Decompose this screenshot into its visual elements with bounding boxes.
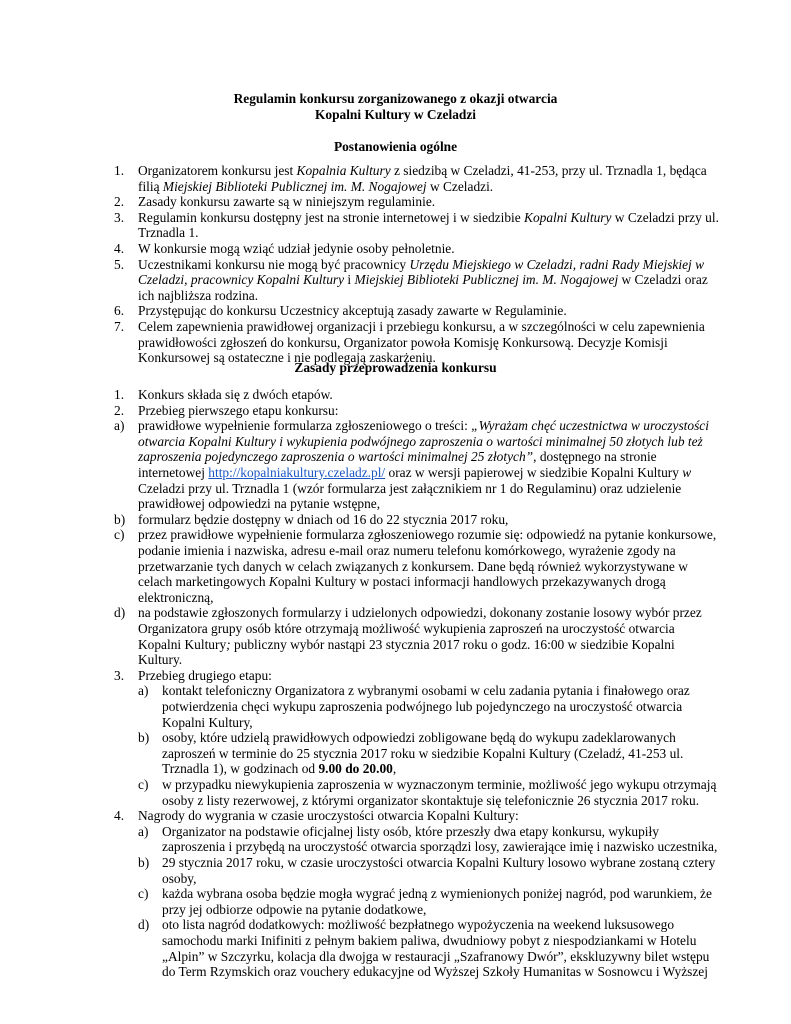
list-item-text xyxy=(138,512,704,528)
list-item-text xyxy=(162,917,710,980)
text-line: elektroniczną, xyxy=(138,589,214,605)
list-item-marker: 4. xyxy=(114,808,125,824)
text-line: zaproszenia i przybędą na uroczystość otwarcia sporządzi losy, zawierające imię i nazwisko uczestnika, xyxy=(162,839,718,855)
text-line: Organizator na podstawie oficjalnej listy osób, które przeszły dwa etapy konkursu, wykupiły xyxy=(162,823,659,839)
text-line: internetowej http://kopalniakultury.czeladz.pl/ oraz w wersji papierowej w siedzibie Kopalni Kultury w xyxy=(138,464,692,480)
list-item-marker: 3. xyxy=(114,209,125,225)
list-item-text xyxy=(138,668,704,684)
text-line: osoby, xyxy=(162,870,197,886)
list-item-text xyxy=(138,403,704,419)
list-item-text xyxy=(138,194,704,210)
text-line: Konkurs składa się z dwóch etapów. xyxy=(138,387,333,402)
website-link[interactable]: http://kopalniakultury.czeladz.pl/ xyxy=(208,464,386,480)
text-line: Celem zapewnienia prawidłowej organizacji i przebiegu konkursu, a w szczególności w celu zapewnienia xyxy=(138,319,705,334)
text-line: kontakt telefoniczny Organizatora z wybranymi osobami w celu zadania pytania i finałowego oraz xyxy=(162,683,690,699)
list-item-text xyxy=(162,823,718,855)
list-item-text xyxy=(138,209,719,241)
document-title-line-1: Regulamin konkursu zorganizowanego z okazji otwarcia xyxy=(233,91,558,106)
list-item-text xyxy=(138,303,704,319)
text-line: oto lista nagród dodatkowych: możliwość bezpłatnego wypożyczenia na weekend luksusowego xyxy=(162,917,675,933)
list-item-marker: 1. xyxy=(114,387,125,402)
list-item-marker: 3. xyxy=(114,667,125,683)
text-line: Regulamin konkursu dostępny jest na stronie internetowej i w siedzibie Kopalni Kultury w Czeladzi przy ul. xyxy=(138,209,719,225)
list-item-text xyxy=(138,256,708,304)
list-item-marker: 1. xyxy=(114,163,125,178)
list-item-marker: b) xyxy=(114,511,126,527)
text-line: Zasady konkursu zawarte są w niniejszym regulaminie. xyxy=(138,194,436,210)
list-item-text xyxy=(138,387,704,403)
section-heading-general: Postanowienia ogólne xyxy=(333,139,458,154)
text-line: Kopalni Kultury; publiczny wybór nastąpi 23 stycznia 2017 roku o godz. 16:00 w siedzibie Kopalni xyxy=(138,636,675,652)
list-item-marker: a) xyxy=(138,823,149,839)
list-item-marker: c) xyxy=(138,777,149,792)
text-line: zaproszenia pojedynczego zaproszenia o wartości minimalnej 25 złotych”, dostępnego na stronie xyxy=(138,449,657,465)
text-line: W konkursie mogą wziąć udział jedynie osoby pełnoletnie. xyxy=(138,241,455,256)
list-item-marker: c) xyxy=(138,886,149,902)
text-line: Nagrody do wygrania w czasie uroczystości otwarcia Kopalni Kultury: xyxy=(138,808,519,824)
text-line: Konkursowej są ostateczne i nie podlegają zaskarżeniu. xyxy=(138,350,436,366)
text-line: ich najbliższa rodzina. xyxy=(138,287,259,303)
text-line: „Alpin” w Szczyrku, kolacja dla dwojga w restauracji „Szafranowy Dwór”, ekskluzywny bilet wstępu xyxy=(162,948,710,964)
document-title-line-2: Kopalni Kultury w Czeladzi xyxy=(314,107,477,122)
text-line: prawidłowej odpowiedzi na pytanie wstępne, xyxy=(138,496,381,512)
list-item-text xyxy=(138,319,704,366)
list-item-text xyxy=(162,777,717,808)
text-line: przetwarzanie tych danych w celach związanych z konkursem. Dane będą również wykorzystywane w xyxy=(138,558,688,574)
text-line: Uczestnikami konkursu nie mogą być pracownicy Urzędu Miejskiego w Czeladzi, radni Rady Miejskiej w xyxy=(138,256,705,272)
text-line: Organizatorem konkursu jest Kopalnia Kultury z siedzibą w Czeladzi, 41-253, przy ul. Trznadla 1, będąca xyxy=(138,163,707,178)
list-item-marker: 5. xyxy=(114,256,125,272)
text-line: osoby, które udzielą prawidłowych odpowiedzi zobligowane będą do wykupu zadeklarowanych xyxy=(162,730,676,746)
list-item-marker: a) xyxy=(114,418,125,434)
list-item-marker: d) xyxy=(138,917,150,933)
text-line: Kultury. xyxy=(138,652,183,668)
text-line: formularz będzie dostępny w dniach od 16 do 22 stycznia 2017 roku, xyxy=(138,511,509,527)
text-line: każda wybrana osoba będzie mogła wygrać jedną z wymienionych poniżej nagród, pod warunkiem, że xyxy=(162,886,712,902)
text-line: osoby z listy rezerwowej, z którymi organizator skontaktuje się telefonicznie 26 stycznia 2017 roku. xyxy=(162,792,700,808)
list-item-text xyxy=(138,163,707,194)
list-item-text xyxy=(162,855,716,886)
list-item-marker: 6. xyxy=(114,303,125,319)
list-item-text xyxy=(138,527,717,605)
list-item-marker: a) xyxy=(138,683,149,699)
section-heading-rules: Zasady przeprowadzenia konkursu xyxy=(294,360,497,375)
list-item-marker: 2. xyxy=(114,194,125,210)
text-line: filią Miejskiej Biblioteki Publicznej im. M. Nogajowej w Czeladzi. xyxy=(138,178,494,194)
text-line: Kopalni Kultury, xyxy=(162,714,253,730)
text-line: Przystępując do konkursu Uczestnicy akceptują zasady zawarte w Regulaminie. xyxy=(138,303,567,319)
text-line: 29 stycznia 2017 roku, w czasie uroczystości otwarcia Kopalni Kultury losowo wybrane zostaną cztery xyxy=(162,855,716,870)
text-line: Czeladzi, pracownicy Kopalni Kultury i Miejskiej Biblioteki Publicznej im. M. Nogajowej w Czeladzi oraz xyxy=(138,272,708,288)
list-item-text xyxy=(162,683,704,730)
text-line: prawidłowe wypełnienie formularza zgłoszeniowego o treści: „Wyrażam chęć uczestnictwa w uroczystości xyxy=(138,418,709,434)
list-item-marker: 4. xyxy=(114,241,125,256)
list-item-text xyxy=(138,241,704,257)
text-line: Przebieg drugiego etapu: xyxy=(138,667,272,683)
list-item-text xyxy=(162,730,704,777)
list-item-text xyxy=(138,808,704,824)
text-line: Czeladzi przy ul. Trznadla 1 (wzór formularza jest załącznikiem nr 1 do Regulaminu) oraz udzielenie xyxy=(138,480,682,496)
list-item-marker: 2. xyxy=(114,402,125,418)
text-line: do Term Rzymskich oraz vouchery edukacyjne od Wyższej Szkoły Humanitas w Sosnowcu i Wyższej xyxy=(162,964,708,980)
list-item-text xyxy=(162,886,712,917)
text-line: na podstawie zgłoszonych formularzy i udzielonych odpowiedzi, dokonany zostanie losowy wybór przez xyxy=(138,605,702,621)
text-line: w przypadku niewykupienia zaproszenia w wyznaczonym terminie, możliwość jego wykupu otrzymają xyxy=(162,777,717,792)
text-line: otwarcia Kopalni Kultury i wykupienia podwójnego zaproszenia o wartości minimalnej 50 złotych lub też xyxy=(138,433,703,449)
list-item-text xyxy=(138,418,709,512)
text-line: samochodu marki Inifiniti z pełnym bakiem paliwa, dwudniowy pobyt z niespodziankami w Hotelu xyxy=(162,932,697,948)
text-line: przy jej odbiorze odpowie na pytanie dodatkowe, xyxy=(162,901,427,917)
text-line: Trznadla 1), w godzinach od 9.00 do 20.00, xyxy=(162,761,397,777)
text-line: przez prawidłowe wypełnienie formularza zgłoszeniowego rozumie się: odpowiedź na pytanie konkursowe, xyxy=(138,527,717,543)
list-item-marker: 7. xyxy=(114,319,125,334)
text-line: prawidłowości zgłoszeń do konkursu, Organizator powoła Komisję Konkursową. Decyzje Komisji xyxy=(138,334,668,350)
list-item-text xyxy=(138,605,704,667)
text-line: Przebieg pierwszego etapu konkursu: xyxy=(138,402,339,418)
text-line: potwierdzenia chęci wykupu zaproszenia podwójnego lub pojedynczego na uroczystość otwarcia xyxy=(162,698,683,714)
list-item-marker: b) xyxy=(138,730,150,746)
text-line: Organizatora grupy osób które otrzymają możliwość wykupienia zaproszeń na uroczystość otwarcia xyxy=(138,620,675,636)
list-item-marker: b) xyxy=(138,855,150,870)
list-item-marker: c) xyxy=(114,527,125,543)
text-line: celach marketingowych Kopalni Kultury w postaci informacji handlowych przekazywanych drogą xyxy=(138,574,666,590)
text-line: Trznadla 1. xyxy=(138,225,199,241)
list-item-marker: d) xyxy=(114,605,126,621)
text-line: podanie imienia i nazwiska, adresu e-mail oraz numeru telefonu komórkowego, wyrażenie zgody na xyxy=(138,542,676,558)
text-line: zaproszeń w terminie do 25 stycznia 2017 roku w siedzibie Kopalni Kultury (Czeladź, 41-253 ul. xyxy=(162,745,684,761)
